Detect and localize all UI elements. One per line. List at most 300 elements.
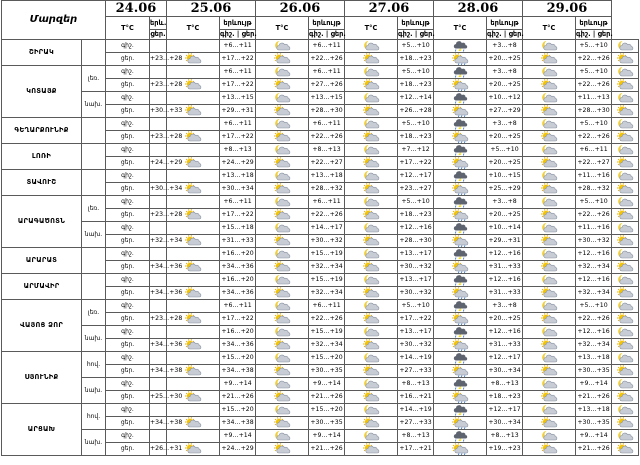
thunderstorm-icon xyxy=(451,430,469,442)
sun-cloud-icon xyxy=(184,209,202,221)
moon-cloud-icon xyxy=(540,118,558,130)
sun-cloud-icon xyxy=(273,443,291,455)
weather-icon-cell xyxy=(345,326,398,339)
sun-cloud-icon xyxy=(362,53,380,65)
temp-cell xyxy=(106,326,150,339)
period-label: գիշ. xyxy=(121,93,134,101)
weather-icon-cell xyxy=(256,443,309,456)
period-label: ցեր. xyxy=(120,392,135,400)
table-row xyxy=(2,274,639,287)
weather-icon-cell xyxy=(256,300,309,313)
weather-icon-cell xyxy=(612,66,639,79)
temp-value: +34…+36 xyxy=(150,339,167,352)
weather-icon-cell xyxy=(167,378,220,391)
weather-icon-cell xyxy=(612,118,639,131)
subregion-empty xyxy=(82,118,106,144)
period-label: ցեր. xyxy=(120,288,135,296)
temp-value: +12…+16 xyxy=(576,326,612,339)
day-abbr: ցեր. xyxy=(508,30,524,39)
night-abbr: գիշ. xyxy=(487,30,502,39)
temp-value: +23…+28 xyxy=(150,131,167,144)
sun-cloud-icon xyxy=(273,105,291,117)
weather-icon-cell xyxy=(612,53,639,66)
period-abbr-header: գիշ. | ցեր. xyxy=(487,30,524,39)
temp-value: +24…+29 xyxy=(150,157,167,170)
weather-icon-cell xyxy=(434,196,487,209)
phenomena-header: երև. xyxy=(150,17,167,30)
weather-icon-cell xyxy=(167,92,220,105)
temp-value: +22…+27 xyxy=(309,157,345,170)
temp-cell xyxy=(106,92,150,105)
temp-value: +5…+10 xyxy=(576,300,612,313)
temp-value: +23…+28 xyxy=(150,209,167,222)
moon-cloud-icon xyxy=(362,170,380,182)
temp-value: +32…+34 xyxy=(309,261,345,274)
temp-value: +30…+35 xyxy=(576,365,612,378)
thunderstorm-icon xyxy=(451,404,469,416)
moon-cloud-icon xyxy=(362,248,380,260)
temp-value: +18…+23 xyxy=(398,79,434,92)
temp-value: +34…+38 xyxy=(220,365,256,378)
moon-cloud-icon xyxy=(362,222,380,234)
temp-value: +5…+10 xyxy=(398,118,434,131)
temp-value: +12…+17 xyxy=(487,404,523,417)
temp-value: +17…+22 xyxy=(220,131,256,144)
weather-icon-cell xyxy=(345,300,398,313)
table-row xyxy=(2,248,639,261)
weather-icon-cell xyxy=(434,105,487,118)
weather-icon-cell xyxy=(256,222,309,235)
moon-cloud-icon xyxy=(616,326,634,338)
period-label: գիշ. xyxy=(121,119,134,127)
weather-icon-cell xyxy=(612,378,639,391)
region-name: ՏԱՎՈՒՇ xyxy=(2,170,82,196)
temp-value: +5…+10 xyxy=(576,40,612,53)
thunderstorm-icon xyxy=(451,170,469,182)
period-label: ցեր. xyxy=(120,184,135,192)
temp-value: +32…+34 xyxy=(576,261,612,274)
thunderstorm-icon xyxy=(451,66,469,78)
weather-icon-cell xyxy=(345,131,398,144)
sun-cloud-icon xyxy=(616,287,634,299)
sun-cloud-icon xyxy=(362,105,380,117)
sun-cloud-icon xyxy=(362,261,380,273)
temp-value: +11…+16 xyxy=(576,170,612,183)
temp-value: +21…+26 xyxy=(309,391,345,404)
period-label: ցեր. xyxy=(120,236,135,244)
temp-value: +28…+30 xyxy=(576,105,612,118)
temp-value: +5…+10 xyxy=(576,66,612,79)
weather-icon-cell xyxy=(612,131,639,144)
subregion-label: նախ. xyxy=(82,378,106,404)
temp-cell xyxy=(106,118,150,131)
weather-icon-cell xyxy=(612,274,639,287)
phenomena-header: երևույթ xyxy=(220,17,256,30)
sun-cloud-icon xyxy=(362,287,380,299)
temp-value: +5…+10 xyxy=(576,196,612,209)
moon-cloud-icon xyxy=(616,222,634,234)
sun-cloud-icon xyxy=(616,131,634,143)
weather-icon-cell xyxy=(523,287,576,300)
night-abbr: գիշ. xyxy=(309,30,324,39)
sun-cloud-icon xyxy=(540,443,558,455)
sun-cloud-rain-icon xyxy=(451,157,469,169)
weather-icon-cell xyxy=(523,53,576,66)
temp-value: +20…+25 xyxy=(487,313,523,326)
weather-icon-cell xyxy=(345,430,398,443)
weather-icon-cell xyxy=(612,209,639,222)
temp-value: +30…+34 xyxy=(220,183,256,196)
weather-icon-cell xyxy=(434,404,487,417)
weather-icon-cell xyxy=(167,40,220,53)
temp-value: +5…+10 xyxy=(576,118,612,131)
table-row xyxy=(2,352,639,365)
sun-cloud-icon xyxy=(273,157,291,169)
temp-value: +31…+33 xyxy=(487,287,523,300)
temp-value: +12…+14 xyxy=(398,92,434,105)
temp-value: +30…+34 xyxy=(150,183,167,196)
temp-value: +24…+29 xyxy=(220,157,256,170)
sun-cloud-icon xyxy=(362,157,380,169)
weather-icon-cell xyxy=(434,378,487,391)
temp-value: +22…+26 xyxy=(309,53,345,66)
temp-value: +23…+27 xyxy=(398,183,434,196)
period-label: գիշ. xyxy=(121,405,134,413)
temp-value: +17…+22 xyxy=(398,313,434,326)
weather-icon-cell xyxy=(256,235,309,248)
temp-value: +15…+20 xyxy=(220,352,256,365)
temp-value: +34…+36 xyxy=(150,287,167,300)
moon-cloud-icon xyxy=(540,222,558,234)
temp-cell xyxy=(106,417,150,430)
moon-cloud-icon xyxy=(616,66,634,78)
date-header: 24.06 xyxy=(106,1,167,17)
temp-value: +8…+13 xyxy=(398,378,434,391)
region-name: ԿՈՏԱՅՔ xyxy=(2,66,82,118)
temp-value: +24…+29 xyxy=(220,443,256,456)
temp-value: +9…+14 xyxy=(309,378,345,391)
temp-value: +34…+36 xyxy=(150,261,167,274)
weather-icon-cell xyxy=(612,430,639,443)
temp-value: +22…+26 xyxy=(576,79,612,92)
weather-icon-cell xyxy=(345,183,398,196)
temp-cell xyxy=(106,352,150,365)
weather-icon-cell xyxy=(434,144,487,157)
period-label: ցեր. xyxy=(120,444,135,452)
temp-value: +10…+15 xyxy=(487,170,523,183)
temp-value: +17…+22 xyxy=(220,79,256,92)
thunderstorm-icon xyxy=(451,300,469,312)
temp-cell xyxy=(106,209,150,222)
day-abbr: ցեր. xyxy=(330,30,346,39)
temp-value: +3…+8 xyxy=(487,66,523,79)
moon-cloud-icon xyxy=(616,378,634,390)
sun-cloud-icon xyxy=(184,157,202,169)
temp-value: +34…+36 xyxy=(220,287,256,300)
temp-value: +15…+19 xyxy=(309,274,345,287)
weather-icon-cell xyxy=(523,274,576,287)
temp-cell xyxy=(106,66,150,79)
weather-icon-cell xyxy=(345,170,398,183)
temp-value: +9…+14 xyxy=(576,378,612,391)
weather-icon-cell xyxy=(523,430,576,443)
moon-cloud-icon xyxy=(616,196,634,208)
temp-value: +30…+32 xyxy=(309,235,345,248)
weather-icon-cell xyxy=(345,287,398,300)
temp-value xyxy=(150,274,167,287)
weather-icon-cell xyxy=(256,274,309,287)
subregion-empty xyxy=(82,144,106,170)
weather-icon-cell xyxy=(434,66,487,79)
temp-value: +20…+25 xyxy=(487,53,523,66)
thunderstorm-icon xyxy=(451,326,469,338)
temp-value: +23…+28 xyxy=(150,53,167,66)
period-label: ցեր. xyxy=(120,340,135,348)
weather-icon-cell xyxy=(523,391,576,404)
temp-value: +5…+10 xyxy=(398,196,434,209)
weather-icon-cell xyxy=(612,326,639,339)
period-label: գիշ. xyxy=(121,301,134,309)
moon-cloud-icon xyxy=(616,170,634,182)
weather-icon-cell xyxy=(612,417,639,430)
sun-cloud-icon xyxy=(184,183,202,195)
temp-cell xyxy=(106,131,150,144)
period-label: գիշ. xyxy=(121,67,134,75)
weather-icon-cell xyxy=(523,105,576,118)
temp-value: +5…+10 xyxy=(398,66,434,79)
temp-cell xyxy=(106,300,150,313)
thunderstorm-icon xyxy=(451,92,469,104)
sun-cloud-icon xyxy=(273,53,291,65)
moon-cloud-icon xyxy=(362,378,380,390)
temp-cell xyxy=(106,391,150,404)
weather-icon-cell xyxy=(256,66,309,79)
temp-value: +29…+31 xyxy=(487,235,523,248)
moon-cloud-icon xyxy=(616,274,634,286)
temp-value: +6…+11 xyxy=(220,66,256,79)
temp-value: +8…+13 xyxy=(487,430,523,443)
weather-icon-cell xyxy=(612,404,639,417)
temp-value: +27…+33 xyxy=(398,365,434,378)
weather-icon-cell xyxy=(523,196,576,209)
temp-value: +19…+23 xyxy=(487,443,523,456)
sun-cloud-rain-icon xyxy=(451,105,469,117)
temp-cell xyxy=(106,404,150,417)
moon-cloud-icon xyxy=(540,430,558,442)
period-label: գիշ. xyxy=(121,379,134,387)
weather-icon-cell xyxy=(523,131,576,144)
period-label: ցեր. xyxy=(120,262,135,270)
temp-value: +6…+11 xyxy=(220,118,256,131)
period-label: ցեր. xyxy=(120,158,135,166)
sun-cloud-icon xyxy=(616,261,634,273)
weather-icon-cell xyxy=(523,417,576,430)
sun-cloud-icon xyxy=(362,391,380,403)
sun-cloud-rain-icon xyxy=(451,313,469,325)
thunderstorm-icon xyxy=(451,144,469,156)
subregion-label: նախ. xyxy=(82,222,106,248)
temp-cell xyxy=(106,157,150,170)
moon-cloud-icon xyxy=(540,378,558,390)
weather-icon-cell xyxy=(523,443,576,456)
table-row xyxy=(2,40,639,53)
weather-icon-cell xyxy=(256,352,309,365)
temp-value: +6…+11 xyxy=(576,144,612,157)
weather-icon-cell xyxy=(612,391,639,404)
weather-icon-cell xyxy=(345,352,398,365)
temp-value xyxy=(150,196,167,209)
temp-value: +12…+17 xyxy=(487,352,523,365)
temp-value xyxy=(150,430,167,443)
temp-value: +10…+14 xyxy=(487,222,523,235)
temp-value: +17…+22 xyxy=(220,53,256,66)
period-label: գիշ. xyxy=(121,431,134,439)
weather-icon-cell xyxy=(256,417,309,430)
weather-icon-cell xyxy=(612,157,639,170)
temp-value: +7…+12 xyxy=(398,144,434,157)
moon-cloud-icon xyxy=(540,196,558,208)
weather-icon-cell xyxy=(612,235,639,248)
sun-cloud-icon xyxy=(184,235,202,247)
temp-value: +21…+26 xyxy=(220,391,256,404)
weather-icon-cell xyxy=(612,222,639,235)
weather-icon-cell xyxy=(256,261,309,274)
sun-cloud-icon xyxy=(616,157,634,169)
temp-value: +9…+14 xyxy=(576,430,612,443)
weather-icon-cell xyxy=(434,53,487,66)
weather-icon-cell xyxy=(167,248,220,261)
temp-value: +21…+26 xyxy=(576,443,612,456)
weather-icon-cell xyxy=(256,391,309,404)
temp-value: +6…+11 xyxy=(309,196,345,209)
day-abbr: ցեր. xyxy=(241,30,257,39)
sun-cloud-icon xyxy=(362,183,380,195)
weather-icon-cell xyxy=(434,40,487,53)
sun-cloud-icon xyxy=(616,365,634,377)
moon-cloud-icon xyxy=(540,144,558,156)
moon-cloud-icon xyxy=(362,300,380,312)
temp-value: +20…+25 xyxy=(487,157,523,170)
weather-icon-cell xyxy=(612,248,639,261)
weather-icon-cell xyxy=(256,157,309,170)
temp-cell xyxy=(106,261,150,274)
weather-icon-cell xyxy=(434,131,487,144)
temp-value xyxy=(150,326,167,339)
sun-cloud-icon xyxy=(362,339,380,351)
temp-value: +25…+29 xyxy=(487,183,523,196)
subregion-label: նախ. xyxy=(82,430,106,456)
thunderstorm-icon xyxy=(451,352,469,364)
weather-icon-cell xyxy=(523,339,576,352)
sun-cloud-rain-icon xyxy=(451,131,469,143)
temp-value: +28…+30 xyxy=(309,105,345,118)
thunderstorm-icon xyxy=(451,274,469,286)
moon-cloud-icon xyxy=(273,196,291,208)
weather-icon-cell xyxy=(256,118,309,131)
temp-value: +17…+22 xyxy=(220,313,256,326)
temp-cell xyxy=(106,274,150,287)
period-label: գիշ. xyxy=(121,171,134,179)
weather-icon-cell xyxy=(434,326,487,339)
moon-cloud-icon xyxy=(273,326,291,338)
weather-icon-cell xyxy=(612,365,639,378)
sun-cloud-rain-icon xyxy=(451,53,469,65)
weather-icon-cell xyxy=(345,157,398,170)
sun-cloud-icon xyxy=(616,235,634,247)
subregion-empty xyxy=(82,40,106,66)
weather-icon-cell xyxy=(167,352,220,365)
period-label: ցեր. xyxy=(120,54,135,62)
sun-cloud-rain-icon xyxy=(451,365,469,377)
moon-cloud-icon xyxy=(273,274,291,286)
temp-value: +12…+16 xyxy=(576,274,612,287)
date-header: 26.06 xyxy=(256,1,345,17)
moon-cloud-icon xyxy=(540,92,558,104)
sun-cloud-icon xyxy=(184,53,202,65)
temp-value: +22…+26 xyxy=(309,131,345,144)
date-header: 29.06 xyxy=(523,1,612,17)
sun-cloud-icon xyxy=(616,79,634,91)
weather-icon-cell xyxy=(256,339,309,352)
temp-value: +32…+34 xyxy=(576,287,612,300)
temp-value: +22…+26 xyxy=(576,313,612,326)
sun-cloud-icon xyxy=(540,53,558,65)
sun-cloud-icon xyxy=(273,313,291,325)
period-label: գիշ. xyxy=(121,327,134,335)
weather-icon-cell xyxy=(256,170,309,183)
weather-icon-cell xyxy=(256,183,309,196)
weather-icon-cell xyxy=(167,300,220,313)
period-label: գիշ. xyxy=(121,145,134,153)
weather-icon-cell xyxy=(345,378,398,391)
weather-icon-cell xyxy=(523,79,576,92)
temp-cell xyxy=(106,287,150,300)
temp-value: +30…+33 xyxy=(150,105,167,118)
temp-value: +28…+32 xyxy=(576,183,612,196)
sun-cloud-icon xyxy=(362,313,380,325)
weather-icon-cell xyxy=(612,79,639,92)
moon-cloud-icon xyxy=(362,326,380,338)
temp-value: +22…+26 xyxy=(309,209,345,222)
weather-icon-cell xyxy=(256,209,309,222)
temp-value: +13…+18 xyxy=(309,170,345,183)
weather-icon-cell xyxy=(612,339,639,352)
region-name: ՇԻՐԱԿ xyxy=(2,40,82,66)
weather-icon-cell xyxy=(523,313,576,326)
temp-value: +16…+21 xyxy=(398,391,434,404)
sun-cloud-icon xyxy=(273,365,291,377)
temp-value: +9…+14 xyxy=(309,430,345,443)
weather-icon-cell xyxy=(167,118,220,131)
weather-icon-cell xyxy=(612,261,639,274)
period-label: գիշ. xyxy=(121,223,134,231)
period-abbr-header: գիշ. | ցեր. xyxy=(309,30,346,39)
date-header: 27.06 xyxy=(345,1,434,17)
weather-icon-cell xyxy=(345,404,398,417)
sun-cloud-icon xyxy=(362,235,380,247)
weather-icon-cell xyxy=(523,300,576,313)
temp-value: +34…+38 xyxy=(220,417,256,430)
moon-cloud-icon xyxy=(616,92,634,104)
weather-icon-cell xyxy=(434,430,487,443)
moon-cloud-icon xyxy=(616,118,634,130)
temp-value: +3…+8 xyxy=(487,196,523,209)
table-row xyxy=(2,170,639,183)
sun-cloud-icon xyxy=(362,79,380,91)
moon-cloud-icon xyxy=(273,352,291,364)
moon-cloud-icon xyxy=(616,430,634,442)
weather-icon-cell xyxy=(434,183,487,196)
